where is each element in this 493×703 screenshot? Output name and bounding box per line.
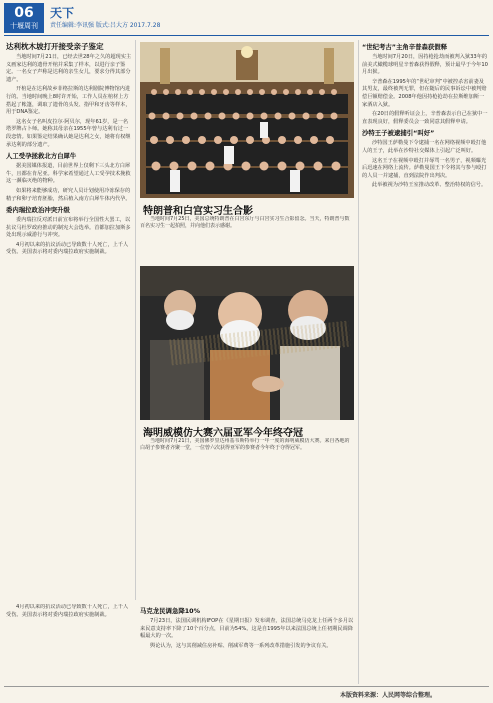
article-paragraph: 4月初以来的抗议活动已导致数十人死亡，上千人受伤。美国表示将对委内瑞拉政府实施制裁。: [6, 604, 129, 618]
right-column: [362, 40, 488, 684]
article-paragraph: 开棺是在达利故乡菲格拉斯的达利剧院博物馆内进行的。当地时间晚上8时许开始，工作人员在棺材上方搭起了帐篷，调取了遗骨的头发、指甲和牙齿等样本，用于DNA鉴定。: [6, 86, 131, 116]
article-title: 人工受孕拯救北方白犀牛: [6, 152, 77, 161]
article-paragraph: 这名女子名叫皮拉尔·阿贝尔，现年61岁，是一名塔罗牌占卜师。她称其母亲在1955年曾与达利有过一段恋情。如果鉴定结果确认她是达利之女，她将有权继承达利的部分遗产。: [6, 118, 131, 148]
column-divider: [358, 40, 359, 684]
left-column-lower: [6, 604, 132, 684]
photo-caption: [140, 438, 354, 494]
column-divider: [135, 40, 136, 600]
photo-caption: [140, 216, 354, 262]
photo-title: 特朗普和白宫实习生合影: [143, 206, 253, 217]
article-paragraph: 这名王子在视频中殴打并辱骂一名男子，视频曝光后迅速在网络上流传。萨勒曼国王下令将其与参与殴打的人员一并逮捕，直到法院作出判决。: [362, 157, 487, 179]
article-paragraph: 在20日的假释听证会上，辛普森表示自己在狱中一直表现良好，假释委员会一致同意其假释申请。: [362, 111, 488, 125]
article-paragraph: 当地时间7月20日，因持枪抢劫而被判入狱33年的前美式橄榄球明星辛普森获得假释，预计最早于今年10月出狱。: [362, 54, 488, 76]
article-paragraph: 7月23日，法国民调机构IFOP在《星期日报》发布调查，法国总统马克龙上任两个多月以来民意支持率下降了10个百分点，目前为54%。这是自1995年以来法国总统上任初期民调降幅最大的一次。: [140, 618, 354, 640]
article-paragraph: 沙特国王萨勒曼下令逮捕一名在网络视频中殴打他人的王子，此举在沙特社交媒体上引起广泛叫好。: [362, 140, 487, 154]
section-meta: 责任编辑:李讯强 版式:吕大方 2017.7.28: [50, 22, 161, 29]
article-title: 达利枕木坡打开接受亲子鉴定: [6, 42, 104, 51]
article-paragraph: 此举被视为沙特王室推动改革、整治特权的信号。: [372, 182, 487, 189]
group-photo: [140, 42, 354, 198]
article-paragraph: 如果将来能够成功，研究人员计划使用冷冻保存的精子和卵子培育胚胎，然后植入南方白犀牛体内代孕。: [6, 187, 131, 202]
article-title: 沙特王子被逮捕引“叫好”: [362, 129, 435, 138]
issue-name: 十堰周刊: [10, 22, 38, 30]
article-paragraph: 据美国媒体报道，目前世界上仅剩下三头北方白犀牛，且都在肯尼亚。科学家希望通过人工受孕技术挽救这一濒临灭绝的物种。: [6, 163, 131, 185]
article-paragraph: 当地时间7月21日，已经去世28年之久的超现实主义画家达利的遗骨开棺并采集了样本，以进行亲子鉴定。一名女子声称是达利的亲生女儿，要求分得其部分遗产。: [6, 54, 132, 83]
source-note: 本版资料来源：人民网等综合整理。: [340, 692, 437, 699]
caption-text: 当地时间7月25日，美国总统特朗普在白宫东厅与白宫实习生合影留念。当天，特朗普与数百名实习生一起拍照，并向他们表示感谢。: [140, 216, 350, 230]
bottom-left-article: [140, 604, 354, 684]
issue-badge: [4, 3, 44, 33]
article-paragraph: 辛普森在1995年的“世纪审判”中被控杀害前妻及其男友，最终被判无罪，但在随后的民事诉讼中被判赔偿巨额赔偿金。2008年他因持枪抢劫在拉斯维加斯一家酒店入狱。: [362, 78, 487, 108]
left-column: [6, 40, 132, 600]
caption-text: 当地时间7月21日，美国佛罗里达州基韦斯特举行一年一度的海明威模仿大赛。来自各地的白胡子参赛者齐聚一堂，一位曾六次获得亚军的参赛者今年终于夺得冠军。: [140, 438, 350, 452]
page-header: [0, 0, 493, 36]
article-paragraph: 委内瑞拉反对派日前宣布将举行全国性大罢工，以抗议马杜罗政府推动的制宪大会选举。首都加拉加斯多处出现示威游行与冲突。: [6, 217, 131, 239]
footer-rule: [4, 686, 489, 687]
article-paragraph: 4月初以来的抗议活动已导致数十人死亡，上千人受伤。美国表示将对委内瑞拉政府实施制裁。: [6, 241, 129, 256]
article-paragraph: 舆论认为，这与其削减住房补贴、削减军费等一系列改革措施引发的争议有关。: [150, 642, 332, 649]
header-rule: [4, 35, 489, 36]
article-title: 马克龙民调急降10%: [140, 607, 201, 615]
article-title: “世纪考古”主角辛普森获假释: [362, 43, 448, 51]
photo-title: 海明威模仿大赛六届亚军今年终夺冠: [143, 428, 303, 439]
issue-number: 06: [14, 5, 34, 21]
section-title: 天下: [50, 6, 75, 20]
article-title: 委内瑞拉政治冲突升级: [6, 206, 70, 215]
